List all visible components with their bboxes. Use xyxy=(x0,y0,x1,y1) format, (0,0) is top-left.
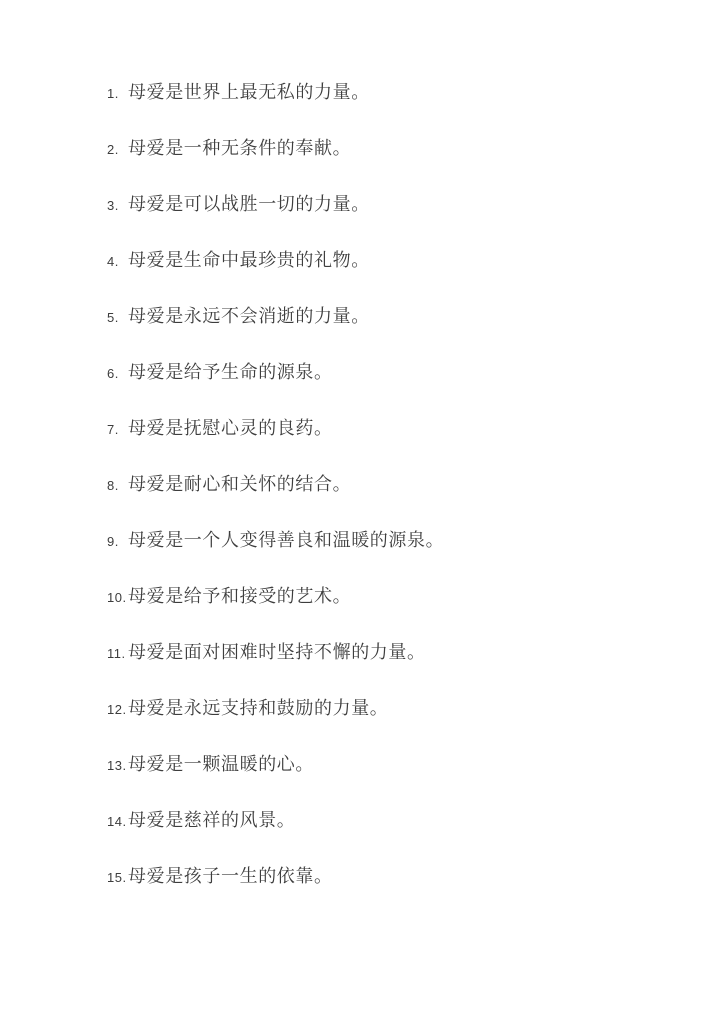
list-item xyxy=(107,698,444,718)
item-text: 母爱是给予和接受的艺术。 xyxy=(128,586,352,606)
item-text: 母爱是面对困难时坚持不懈的力量。 xyxy=(128,642,426,662)
item-text: 母爱是抚慰心灵的良药。 xyxy=(128,418,333,438)
item-number: 1. xyxy=(107,86,119,101)
item-number: 8. xyxy=(107,478,119,493)
item-number: 14. xyxy=(107,814,127,829)
item-number: 7. xyxy=(107,422,119,437)
item-text: 母爱是一颗温暖的心。 xyxy=(128,754,314,774)
mother-love-list xyxy=(107,82,444,922)
list-item xyxy=(107,250,444,270)
item-number: 15. xyxy=(107,870,127,885)
item-text: 母爱是一种无条件的奉献。 xyxy=(128,138,352,158)
item-text: 母爱是慈祥的风景。 xyxy=(128,810,296,830)
item-number: 13. xyxy=(107,758,127,773)
item-text: 母爱是给予生命的源泉。 xyxy=(128,362,333,382)
item-text: 母爱是孩子一生的依靠。 xyxy=(128,866,333,886)
list-item xyxy=(107,810,444,830)
list-item xyxy=(107,138,444,158)
list-item xyxy=(107,474,444,494)
list-item xyxy=(107,194,444,214)
item-number: 10. xyxy=(107,590,127,605)
item-text: 母爱是生命中最珍贵的礼物。 xyxy=(128,250,370,270)
item-number: 11. xyxy=(107,646,126,661)
list-item xyxy=(107,754,444,774)
list-item xyxy=(107,82,444,102)
item-number: 6. xyxy=(107,366,119,381)
item-number: 12. xyxy=(107,702,127,717)
item-number: 4. xyxy=(107,254,119,269)
list-item xyxy=(107,866,444,886)
list-item xyxy=(107,306,444,326)
item-number: 2. xyxy=(107,142,119,157)
item-text: 母爱是世界上最无私的力量。 xyxy=(128,82,370,102)
item-text: 母爱是可以战胜一切的力量。 xyxy=(128,194,370,214)
list-item xyxy=(107,418,444,438)
list-item xyxy=(107,362,444,382)
item-text: 母爱是永远不会消逝的力量。 xyxy=(128,306,370,326)
item-number: 3. xyxy=(107,198,119,213)
item-text: 母爱是耐心和关怀的结合。 xyxy=(128,474,352,494)
list-item xyxy=(107,530,444,550)
item-text: 母爱是一个人变得善良和温暖的源泉。 xyxy=(128,530,445,550)
list-item xyxy=(107,586,444,606)
item-number: 9. xyxy=(107,534,119,549)
list-item xyxy=(107,642,444,662)
item-text: 母爱是永远支持和鼓励的力量。 xyxy=(128,698,389,718)
item-number: 5. xyxy=(107,310,119,325)
